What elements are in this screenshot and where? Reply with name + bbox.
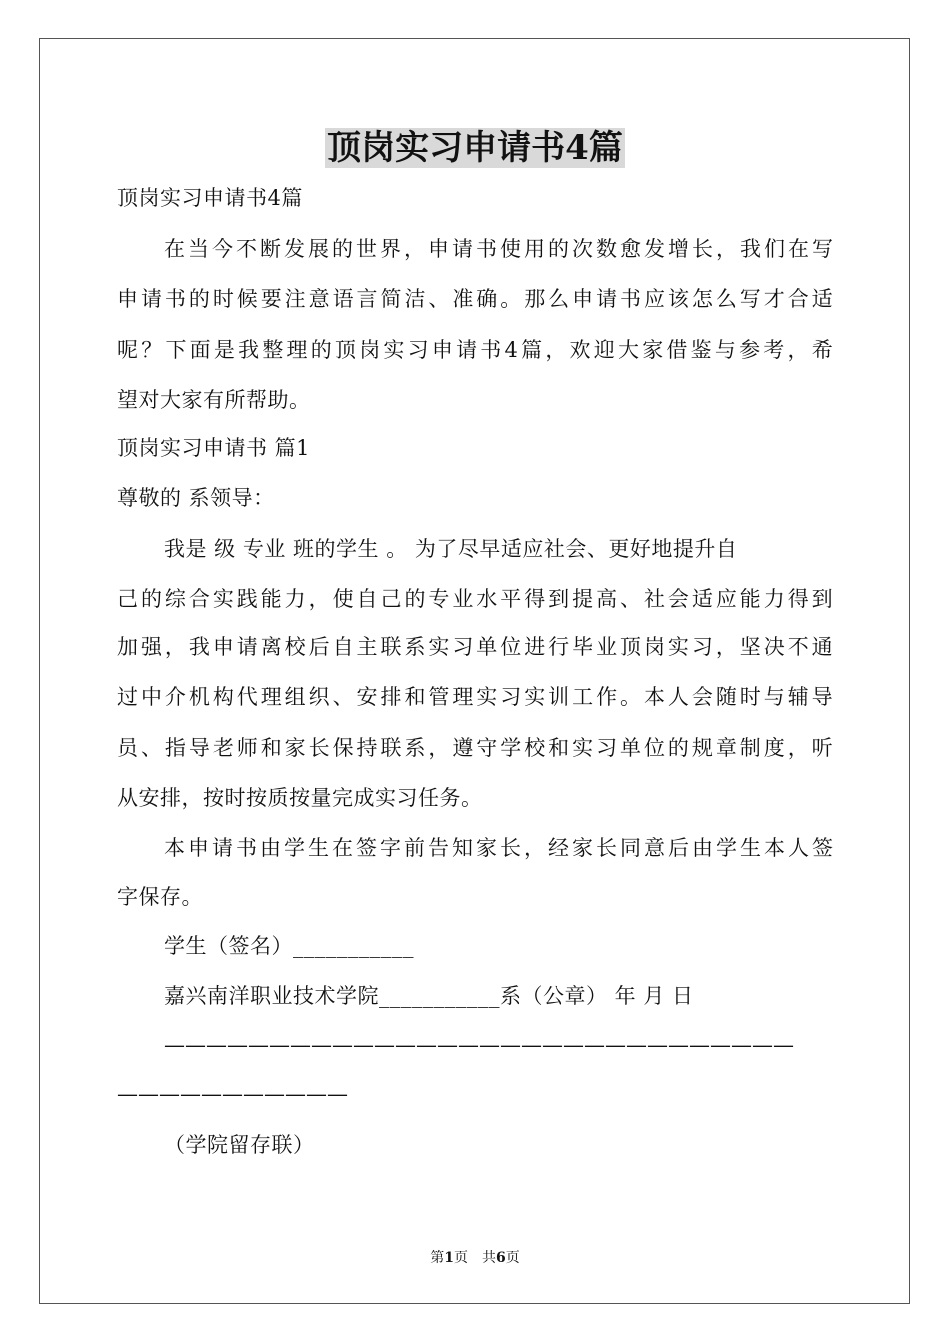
paragraph-line: 字保存。	[117, 885, 203, 909]
separator-line: ———————————	[117, 1082, 348, 1106]
paragraph-line: 望对大家有所帮助。	[117, 388, 311, 412]
paragraph-line: 本 申 请 书 由 学 生 在 签 字 前 告 知 家 长 ， 经 家 长 同 意 后 由 学 生 本 人 签	[164, 836, 833, 860]
copy-note: （学院留存联）	[164, 1133, 315, 1157]
paragraph-line: 加 强 ， 我 申 请 离 校 后 自 主 联 系 实 习 单 位 进 行 毕 业 顶 岗 实 习 ， 坚 决 不 通	[117, 635, 833, 659]
document-title: 顶岗实习申请书4篇	[327, 128, 623, 168]
separator-line: ——————————————————————————————	[164, 1033, 794, 1057]
paragraph-line: 员 、 指 导 老 师 和 家 长 保 持 联 系 ， 遵 守 学 校 和 实 习 单 位 的 规 章 制 度 ， 听	[117, 736, 833, 760]
paragraph-line: 申 请 书 的 时 候 要 注 意 语 言 简 洁 、 准 确 。 那 么 申 请 书 应 该 怎 么 写 才 合 适	[117, 287, 833, 311]
signature-line: 学生（签名）___________	[164, 934, 414, 958]
page-footer: 第1页 共6页	[430, 1250, 520, 1266]
school-seal-line: 嘉兴南洋职业技术学院___________系（公章） 年 月 日	[164, 984, 694, 1008]
paragraph-line: 呢 ？ 下 面 是 我 整 理 的 顶 岗 实 习 申 请 书 4 篇 ， 欢 迎 大 家 借 鉴 与 参 考 ， 希	[117, 338, 833, 362]
paragraph-line: 己 的 综 合 实 践 能 力 ， 使 自 己 的 专 业 水 平 得 到 提 高 、 社 会 适 应 能 力 得 到	[117, 587, 833, 611]
page-border	[39, 38, 910, 1304]
paragraph-line: 从安排，按时按质按量完成实习任务。	[117, 786, 483, 810]
paragraph-line: 我是 级 专业 班的学生 。 为了尽早适应社会、更好地提升自	[164, 537, 738, 561]
subtitle-line: 顶岗实习申请书4篇	[117, 186, 303, 210]
salutation: 尊敬的 系领导：	[117, 486, 275, 510]
paragraph-line: 在 当 今 不 断 发 展 的 世 界 ， 申 请 书 使 用 的 次 数 愈 发 增 长 ， 我 们 在 写	[164, 237, 833, 261]
paragraph-line: 过 中 介 机 构 代 理 组 织 、 安 排 和 管 理 实 习 实 训 工 作 。 本 人 会 随 时 与 辅 导	[117, 685, 833, 709]
section-heading: 顶岗实习申请书 篇1	[117, 436, 311, 460]
